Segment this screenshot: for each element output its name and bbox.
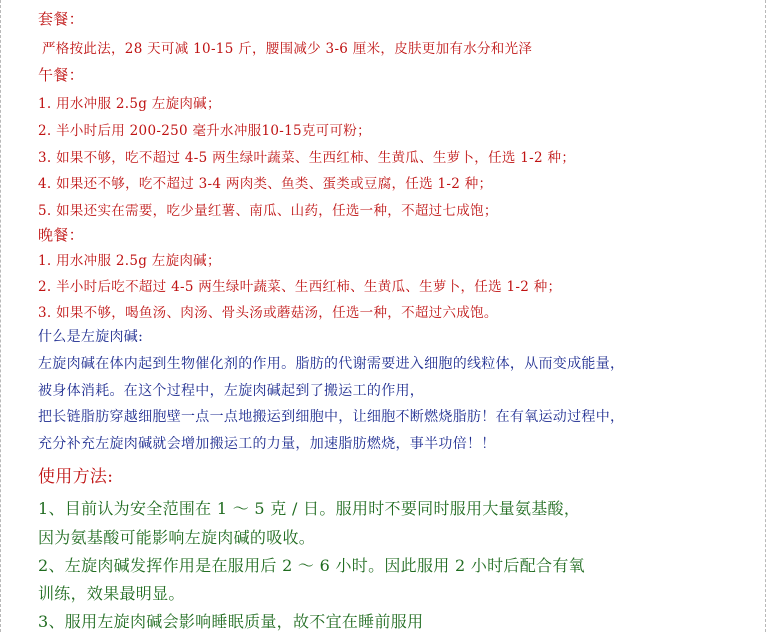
usage-line: 因为氨基酸可能影响左旋肉碱的吸收。 xyxy=(38,528,316,547)
lunch-item: 2. 半小时后用 200-250 毫升水冲服10-15克可可粉； xyxy=(38,123,371,139)
dinner-item: 2. 半小时后吃不超过 4-5 两生绿叶蔬菜、生西红柿、生黄瓜、生萝卜，任选 1-2 种； xyxy=(38,279,562,295)
lunch-item: 5. 如果还实在需要，吃少量红薯、南瓜、山药，任选一种，不超过七成饱； xyxy=(38,203,498,219)
set-meal-title: 套餐： xyxy=(38,10,84,28)
dinner-item: 3. 如果不够，喝鱼汤、肉汤、骨头汤或蘑菇汤，任选一种，不超过六成饱。 xyxy=(38,305,498,321)
explanation-title: 什么是左旋肉碱: xyxy=(38,329,144,345)
left-border xyxy=(0,0,1,632)
explanation-line: 被身体消耗。在这个过程中，左旋肉碱起到了搬运工的作用， xyxy=(38,383,425,399)
lunch-item: 4. 如果还不够，吃不超过 3-4 两肉类、鱼类、蛋类或豆腐，任选 1-2 种； xyxy=(38,176,493,192)
usage-line: 1、目前认为安全范围在 1 ～ 5 克 / 日。服用时不要同时服用大量氨基酸， xyxy=(38,499,581,518)
dinner-title: 晚餐： xyxy=(38,226,84,244)
explanation-line: 把长链脂肪穿越细胞壁一点一点地搬运到细胞中，让细胞不断燃烧脂肪！在有氧运动过程中， xyxy=(38,409,625,425)
lunch-title: 午餐： xyxy=(38,66,84,84)
usage-title: 使用方法: xyxy=(38,467,114,487)
usage-line: 3、服用左旋肉碱会影响睡眠质量，故不宜在睡前服用 xyxy=(38,612,424,631)
usage-line: 训练，效果最明显。 xyxy=(38,584,185,603)
lunch-item: 3. 如果不够，吃不超过 4-5 两生绿叶蔬菜、生西红柿、生黄瓜、生萝卜，任选 1-2 种； xyxy=(38,150,576,166)
usage-line: 2、左旋肉碱发挥作用是在服用后 2 ～ 6 小时。因此服用 2 小时后配合有氧 xyxy=(38,556,585,575)
set-meal-description: 严格按此法，28 天可减 10-15 斤，腰围减少 3-6 厘米，皮肤更加有水分和光泽 xyxy=(42,41,533,57)
explanation-line: 充分补充左旋肉碱就会增加搬运工的力量，加速脂肪燃烧，事半功倍！！ xyxy=(38,436,496,452)
lunch-item: 1. 用水冲服 2.5g 左旋肉碱； xyxy=(38,96,221,112)
explanation-line: 左旋肉碱在体内起到生物催化剂的作用。脂肪的代谢需要进入细胞的线粒体，从而变成能量， xyxy=(38,356,625,372)
dinner-item: 1. 用水冲服 2.5g 左旋肉碱； xyxy=(38,253,221,269)
